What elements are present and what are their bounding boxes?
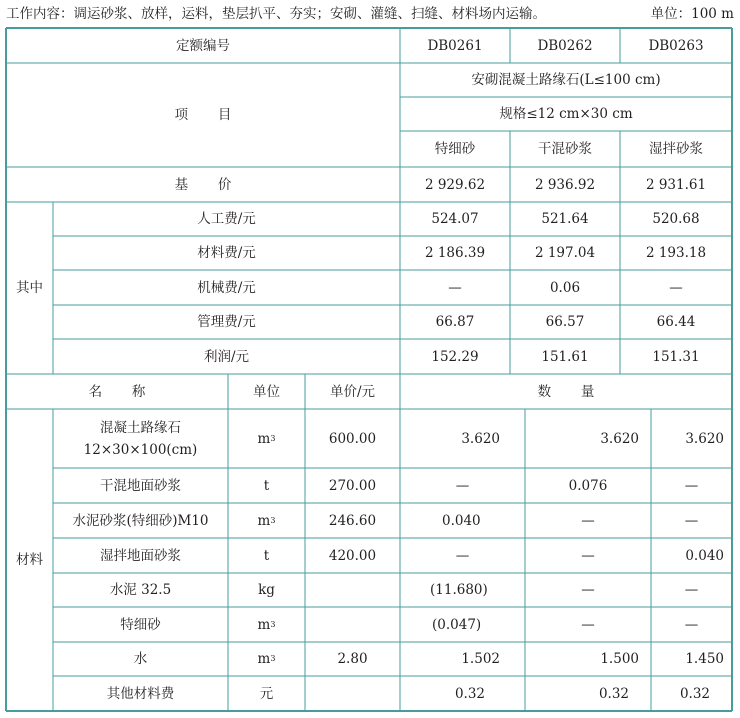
cost-value: — — [448, 279, 462, 296]
material-name: 干混地面砂浆 — [100, 477, 181, 494]
variant-label: 湿拌砂浆 — [649, 141, 703, 157]
material-name-line: 12×30×100(cm) — [83, 441, 198, 458]
variant-label: 干混砂浆 — [538, 141, 592, 157]
material-name: 水泥砂浆(特细砂)M10 — [72, 512, 209, 529]
cost-row-label: 材料费/元 — [197, 245, 256, 261]
material-qty: — — [581, 512, 595, 529]
material-qty: 3.620 — [461, 430, 500, 447]
material-unit: m 3 — [228, 409, 305, 468]
quota-code: DB0263 — [648, 37, 704, 54]
material-name: 水 — [133, 651, 148, 667]
material-name: 水泥 32.5 — [109, 582, 172, 598]
unit-text: m — [257, 651, 271, 667]
material-name: 湿拌地面砂浆 — [100, 547, 181, 564]
cost-value: — — [669, 279, 683, 296]
material-qty: — — [581, 547, 595, 564]
cost-row-label: 机械费/元 — [197, 279, 256, 296]
material-unit: t — [263, 477, 270, 494]
material-price — [305, 573, 400, 607]
material-qty: — — [684, 582, 699, 598]
material-qty: 1.502 — [461, 651, 500, 667]
material-unit: m 3 — [228, 503, 305, 538]
cost-value: 524.07 — [431, 211, 479, 227]
base-price: 2 931.61 — [645, 176, 707, 193]
qizhong-label: 其中 — [16, 280, 43, 296]
material-price — [305, 607, 400, 642]
material-price: 246.60 — [328, 512, 377, 529]
col-header-name: 名 称 — [88, 383, 154, 400]
materials-label: 材料 — [16, 552, 43, 568]
material-qty: — — [581, 582, 595, 598]
col-header-qty: 数 量 — [537, 383, 603, 400]
material-name: 其他材料费 — [106, 685, 175, 702]
material-unit: t — [263, 547, 270, 564]
material-price: 2.80 — [337, 651, 368, 667]
material-qty: 1.500 — [600, 651, 639, 667]
unit-label: 单位：100 m — [650, 6, 734, 22]
variant-label: 特细砂 — [434, 141, 476, 157]
cost-value: 520.68 — [652, 211, 700, 227]
material-qty: 0.32 — [679, 685, 710, 702]
material-qty: — — [455, 477, 470, 494]
cost-value: 66.57 — [545, 314, 585, 330]
item-label: 项 目 — [174, 107, 240, 123]
col-header-price: 单价/元 — [329, 383, 376, 400]
material-price: 270.00 — [328, 477, 377, 494]
unit-text: m — [257, 430, 271, 447]
material-unit: m 3 — [228, 642, 305, 676]
unit-text: m — [257, 512, 271, 529]
item-title: 安砌混凝土路缘石(L≤100 cm) — [471, 72, 661, 88]
material-price: 420.00 — [328, 547, 377, 564]
material-unit: m 3 — [228, 607, 305, 642]
cost-value: 2 186.39 — [424, 245, 486, 261]
material-qty: 0.32 — [598, 685, 629, 702]
cost-row-label: 管理费/元 — [197, 314, 256, 330]
material-name: 特细砂 — [120, 616, 161, 633]
material-qty: 3.620 — [600, 430, 639, 447]
base-price: 2 936.92 — [534, 176, 596, 193]
cost-value: 521.64 — [541, 211, 589, 227]
cost-value: 0.06 — [549, 279, 581, 296]
unit-text: m — [257, 616, 271, 633]
material-name — [53, 409, 228, 468]
quota-code: DB0262 — [537, 37, 593, 54]
cost-row-label: 人工费/元 — [197, 211, 256, 227]
cost-value: 152.29 — [431, 348, 479, 365]
cost-row-label: 利润/元 — [203, 348, 250, 365]
material-name-line: 混凝土路缘石 — [100, 419, 181, 436]
header-line — [6, 4, 734, 24]
work-content: 工作内容：调运砂浆、放样，运料，垫层扒平、夯实；安砌、灌缝、扫缝、材料场内运输。 — [6, 6, 546, 22]
material-qty: 0.076 — [568, 477, 608, 494]
material-price: 600.00 — [328, 430, 377, 447]
base-price-label: 基 价 — [174, 176, 240, 193]
material-qty: (0.047) — [432, 616, 482, 633]
material-unit: 元 — [259, 685, 274, 702]
material-qty: — — [684, 477, 699, 494]
quota-code: DB0261 — [427, 37, 483, 54]
material-qty: — — [581, 616, 595, 633]
cost-value: 66.44 — [656, 314, 696, 330]
base-price: 2 929.62 — [424, 176, 486, 193]
cost-value: 66.87 — [435, 314, 475, 330]
material-qty: — — [684, 616, 699, 633]
material-qty: — — [455, 547, 470, 564]
material-qty: 0.040 — [685, 547, 724, 564]
quota-label: 定额编号 — [176, 37, 230, 54]
material-unit: kg — [258, 582, 275, 598]
material-qty: 0.040 — [442, 512, 481, 529]
cost-value: 151.31 — [652, 348, 700, 365]
material-qty: — — [684, 512, 699, 529]
item-spec: 规格≤12 cm×30 cm — [499, 106, 633, 122]
material-qty: 3.620 — [685, 430, 724, 447]
material-qty: (11.680) — [430, 582, 488, 598]
material-price — [305, 676, 400, 711]
material-qty: 0.32 — [454, 685, 485, 702]
material-qty: 1.450 — [685, 651, 724, 667]
cost-value: 151.61 — [541, 348, 589, 365]
cost-value: 2 197.04 — [534, 245, 596, 261]
col-header-unit: 单位 — [253, 383, 280, 400]
cost-value: 2 193.18 — [645, 245, 707, 261]
